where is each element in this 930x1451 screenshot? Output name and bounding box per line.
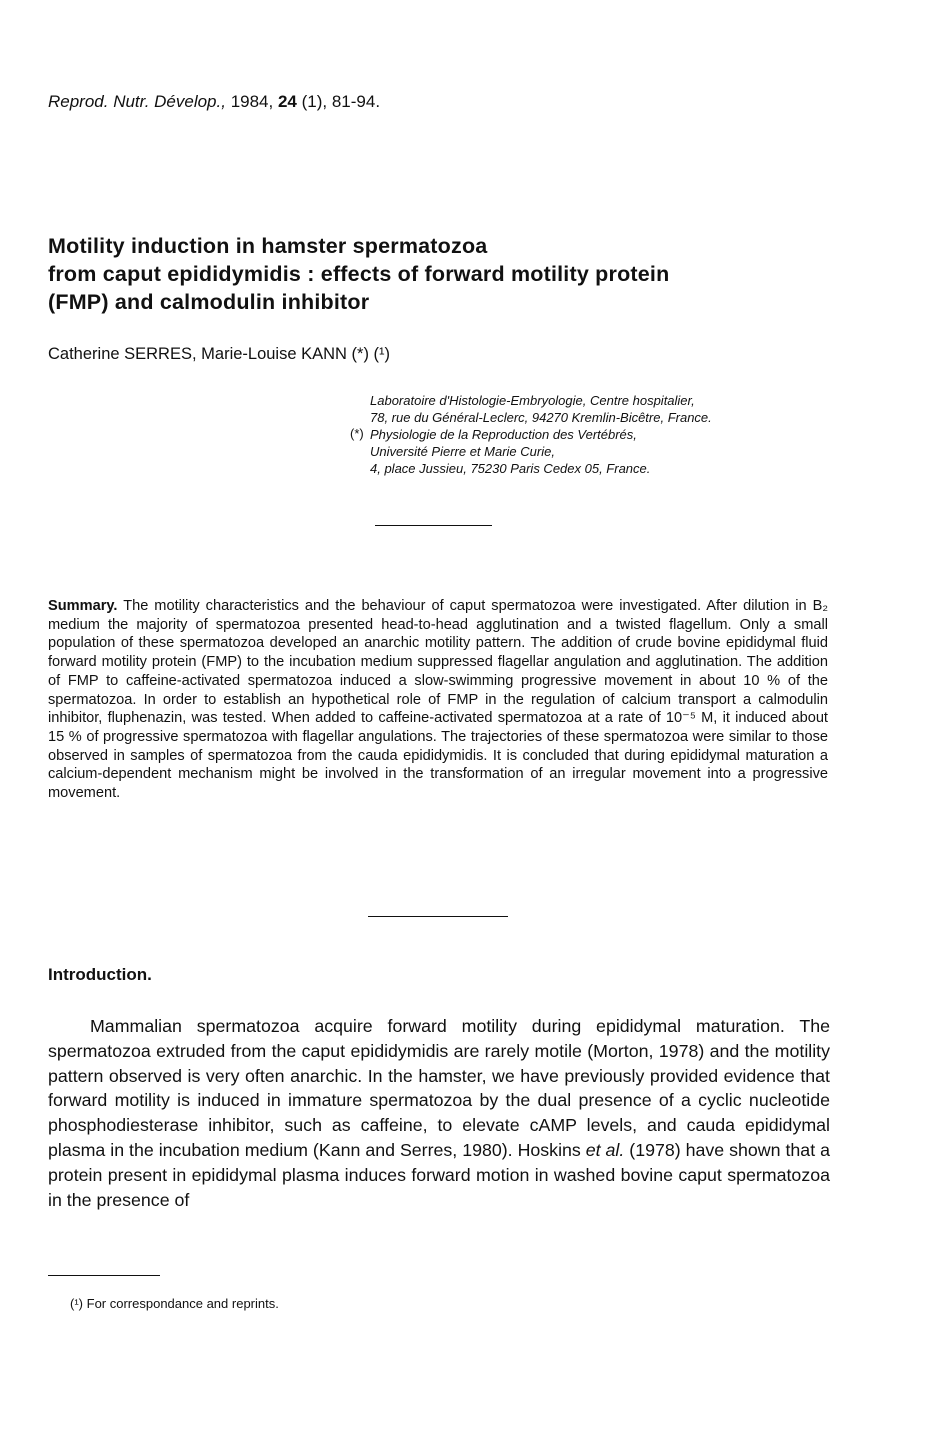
- intro-text: Mammalian spermatozoa acquire forward motility during epididymal maturation. The spermatozoa extruded from the caput epididymidis are rarely motile (Morton, 1978) and the motility pattern observed is very often anarchic. In the hamster, we have previously provided evidence that forward motility is induced in immature spermatozoa by the dual presence of a cyclic nucleotide phosphodiesterase inhibitor, such as caffeine, to elevate cAMP levels, and cauda epididymal plasma in the incubation medium (Kann and Serres, 1980). Hoskins: [48, 1016, 830, 1160]
- journal-issue-pages: (1), 81-94.: [301, 92, 381, 111]
- affiliation-line: 78, rue du Général-Leclerc, 94270 Kremlin-Bicêtre, France.: [370, 410, 712, 425]
- journal-reference: [48, 92, 380, 112]
- section-heading: Introduction.: [48, 965, 152, 984]
- title-line: from caput epididymidis : effects of forward motility protein: [48, 262, 670, 286]
- journal-name: Reprod. Nutr. Dévelop.,: [48, 92, 226, 111]
- footnote-marker: (¹): [70, 1296, 83, 1311]
- author-names: Catherine SERRES, Marie-Louise KANN: [48, 345, 347, 363]
- section-divider: [368, 916, 508, 917]
- journal-year: 1984,: [230, 92, 274, 111]
- intro-text-continued: (1978) have shown that a protein present in epididymal plasma induces forward motion in washed bovine caput spermatozoa in the presence of: [48, 1139, 830, 1210]
- footnote-text: For correspondance and reprints.: [86, 1296, 279, 1311]
- intro-citation-italic: et al.: [585, 1139, 625, 1160]
- journal-volume: 24: [277, 92, 297, 111]
- summary-text: The motility characteristics and the behaviour of caput spermatozoa were investigated. After dilution in B₂ medium the majority of spermatozoa presented head-to-head agglutination and a twisted flagellum. Only a small population of these spermatozoa developed an anarchic motility pattern. The addition of crude bovine epididymal fluid forward motility protein (FMP) to the incubation medium suppressed flagellar angulation and agglutination. The addition of FMP to caffeine-activated spermatozoa induced a slow-swimming progressive movement in about 10 % of the spermatozoa. In order to establish an hypothetical role of FMP in the regulation of calcium transport a calmodulin inhibitor, fluphenazin, was tested. When added to caffeine-activated spermatozoa at a rate of 10⁻⁵ M, it induced about 15 % of progressive spermatozoa with flagellar angulations. The trajectories of these spermatozoa were similar to those observed in samples of spermatozoa from the cauda epididymidis. It is concluded that during epididymal maturation a calcium-dependent mechanism might be involved in the transformation of an irregular movement into a progressive movement.: [48, 598, 828, 802]
- author-markers: (*) (¹): [351, 345, 391, 363]
- summary-label: Summary.: [48, 598, 118, 614]
- affiliation-line: Laboratoire d'Histologie-Embryologie, Centre hospitalier,: [370, 393, 695, 408]
- author-list: [48, 345, 390, 364]
- title-line: (FMP) and calmodulin inhibitor: [48, 290, 370, 314]
- title-line: Motility induction in hamster spermatozoa: [48, 234, 488, 258]
- footnote-divider: [48, 1275, 160, 1276]
- affiliation-line: 4, place Jussieu, 75230 Paris Cedex 05, France.: [370, 461, 651, 476]
- affiliations: [370, 392, 890, 477]
- article-title: [48, 232, 868, 316]
- affiliation-marker: (*): [350, 426, 364, 441]
- section-divider: [375, 525, 492, 526]
- summary-paragraph: [48, 597, 828, 803]
- affiliation-line: Physiologie de la Reproduction des Vertébrés,: [370, 427, 637, 442]
- affiliation-line: Université Pierre et Marie Curie,: [370, 444, 555, 459]
- footnote: [70, 1296, 279, 1311]
- introduction-paragraph: [48, 1014, 830, 1212]
